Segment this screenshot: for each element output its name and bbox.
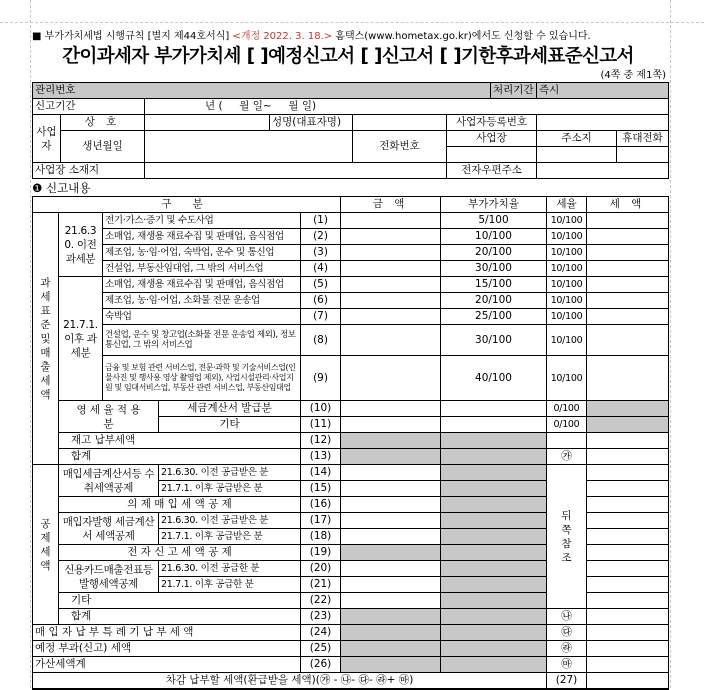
row6-amount[interactable]	[341, 293, 441, 309]
row9-no: (9)	[301, 356, 341, 401]
row24-mark: ㉰	[547, 625, 587, 641]
row21-amount[interactable]	[341, 577, 441, 593]
group-after: 21.7.1. 이후 과세분	[59, 277, 103, 401]
row4-amount[interactable]	[341, 261, 441, 277]
row7-label: 숙박업	[103, 309, 301, 325]
row10-tax	[587, 401, 669, 417]
row14-rate	[441, 465, 547, 481]
row10-amount[interactable]	[341, 401, 441, 417]
row7-amount[interactable]	[341, 309, 441, 325]
row7-tax[interactable]	[587, 309, 669, 325]
row12-amount	[341, 433, 441, 449]
row26-tax[interactable]	[587, 657, 669, 673]
purchase-tax-label: 매입세금계산서등 수취세액공제	[59, 465, 159, 497]
row6-taxrate: 10/100	[547, 293, 587, 309]
row5-no: (5)	[301, 277, 341, 293]
mgmt-no-label: 관리번호	[33, 83, 491, 99]
biz-location-input[interactable]	[145, 163, 447, 179]
workplace-phone-label: 사업장	[447, 131, 537, 147]
row23-amount	[341, 609, 441, 625]
col-tax: 세 액	[587, 197, 669, 213]
row20-label: 21.6.30. 이전 공급한 분	[159, 561, 301, 577]
margin-guide-left	[30, 0, 31, 688]
row23-tax[interactable]	[587, 609, 669, 625]
row11-label: 기타	[159, 417, 301, 433]
row17-tax[interactable]	[587, 513, 669, 529]
row26-amount	[341, 657, 441, 673]
row5-tax[interactable]	[587, 277, 669, 293]
row5-label: 소매업, 재생용 재료수집 및 판매업, 음식점업	[103, 277, 301, 293]
row22-tax[interactable]	[587, 593, 669, 609]
row25-mark: ㉱	[547, 641, 587, 657]
row3-tax[interactable]	[587, 245, 669, 261]
mobile-label: 휴대전화	[617, 131, 669, 147]
row19-rate	[441, 545, 547, 561]
section-title: 신고내용	[45, 181, 91, 195]
reg-no-label: 사업자등록번호	[447, 115, 537, 131]
birth-input[interactable]	[145, 131, 353, 163]
row25-label: 예정 부과(신고) 세액	[33, 641, 301, 657]
row23-rate	[441, 609, 547, 625]
taxpayer-info-table	[32, 82, 669, 179]
row19-no: (19)	[301, 545, 341, 561]
row19-amount	[341, 545, 441, 561]
row25-no: (25)	[301, 641, 341, 657]
row16-tax[interactable]	[587, 497, 669, 513]
report-contents-table	[32, 196, 669, 690]
row16-no: (16)	[301, 497, 341, 513]
row7-rate: 25/100	[441, 309, 547, 325]
margin-guide-right	[670, 0, 671, 688]
row2-label: 소매업, 재생용 재료수집 및 판매업, 음식점업	[103, 229, 301, 245]
row12-rate	[441, 433, 547, 449]
row17-no: (17)	[301, 513, 341, 529]
row2-tax[interactable]	[587, 229, 669, 245]
row3-label: 제조업, 농·임·어업, 숙박업, 운수 및 통신업	[103, 245, 301, 261]
revision-date: <개정 2022. 3. 18.>	[232, 31, 333, 42]
row20-amount[interactable]	[341, 561, 441, 577]
row15-label: 21.7.1. 이후 공급받은 분	[159, 481, 301, 497]
trade-name-label: 상 호	[61, 115, 145, 131]
row23-mark: ㉯	[547, 609, 587, 625]
row7-no: (7)	[301, 309, 341, 325]
row24-tax[interactable]	[587, 625, 669, 641]
row2-no: (2)	[301, 229, 341, 245]
row22-amount[interactable]	[341, 593, 441, 609]
row1-no: (1)	[301, 213, 341, 229]
row22-label: 기타	[59, 593, 301, 609]
row16-amount[interactable]	[341, 497, 441, 513]
form-header-note	[32, 27, 591, 42]
row20-rate	[441, 561, 547, 577]
row20-no: (20)	[301, 561, 341, 577]
row8-taxrate: 10/100	[547, 325, 587, 356]
row8-label: 건설업, 운수 및 창고업(소화물 전문 운송업 제외), 정보통신업, 그 밖의 서비스업	[103, 325, 301, 356]
address-phone-label: 주소지	[537, 131, 617, 147]
row13-mark: ㉮	[547, 449, 587, 465]
report-period-label: 신고기간	[33, 99, 145, 115]
row27-tax[interactable]	[587, 673, 669, 690]
row6-label: 제조업, 농·임·어업, 소화물 전문 운송업	[103, 293, 301, 309]
back-ref: 뒤쪽 참조	[547, 465, 587, 609]
row4-tax[interactable]	[587, 261, 669, 277]
row27-label: 차감 납부할 세액(환급받을 세액)(㉮ - ㉯- ㉰- ㉱+ ㉲)	[33, 673, 547, 690]
row21-no: (21)	[301, 577, 341, 593]
email-label: 전자우편주소	[447, 163, 537, 179]
row14-amount[interactable]	[341, 465, 441, 481]
col-vat-rate: 부가가치율	[441, 197, 547, 213]
row19-label: 전 자 신 고 세 액 공 제	[59, 545, 301, 561]
row13-no: (13)	[301, 449, 341, 465]
group-zero-rate: 영 세 율 적 용 분	[59, 401, 159, 433]
row23-label: 합계	[59, 609, 301, 625]
biz-label: 사업자	[33, 115, 61, 163]
row12-tax[interactable]	[587, 433, 669, 449]
row12-taxrate	[547, 433, 587, 449]
row6-no: (6)	[301, 293, 341, 309]
row15-no: (15)	[301, 481, 341, 497]
row9-taxrate: 10/100	[547, 356, 587, 401]
trade-name-input[interactable]	[145, 115, 270, 131]
email-input[interactable]	[537, 163, 669, 179]
row18-no: (18)	[301, 529, 341, 545]
row10-taxrate: 0/100	[547, 401, 587, 417]
row19-tax[interactable]	[587, 545, 669, 561]
row25-tax[interactable]	[587, 641, 669, 657]
row24-rate	[441, 625, 547, 641]
rep-name-label: 성명(대표자명)	[270, 115, 353, 131]
section-bullet-icon: ❶	[32, 181, 43, 195]
row1-label: 전기·가스·증기 및 수도사업	[103, 213, 301, 229]
row2-rate: 10/100	[441, 229, 547, 245]
row5-amount[interactable]	[341, 277, 441, 293]
row14-label: 21.6.30. 이전 공급받은 분	[159, 465, 301, 481]
row25-rate	[441, 641, 547, 657]
row26-label: 가산세액계	[33, 657, 301, 673]
row21-tax[interactable]	[587, 577, 669, 593]
group-deduct: 공제세액	[33, 465, 59, 625]
row12-no: (12)	[301, 433, 341, 449]
row4-no: (4)	[301, 261, 341, 277]
page-info: (4쪽 중 제1쪽)	[600, 70, 666, 81]
row11-tax	[587, 417, 669, 433]
row14-tax[interactable]	[587, 465, 669, 481]
row20-tax[interactable]	[587, 561, 669, 577]
row9-label: 금융 및 보험 관련 서비스업, 전문·과학 및 기술서비스업(인물사진 및 행사용 영상 촬영업 제외), 사업시설관리·사업지원 및 임대서비스업, 부동산 관련 서비스업, 부동산임대업	[103, 356, 301, 401]
biz-location-label: 사업장 소재지	[33, 163, 145, 179]
form-title: 간이과세자 부가가치세 [ ]예정신고서 [ ]신고서 [ ]기한후과세표준신고서	[62, 46, 634, 67]
row5-taxrate: 10/100	[547, 277, 587, 293]
row4-taxrate: 10/100	[547, 261, 587, 277]
margin-guide-top	[0, 22, 704, 23]
row1-taxrate: 10/100	[547, 213, 587, 229]
row21-label: 21.7.1. 이후 공급한 분	[159, 577, 301, 593]
row10-label: 세금계산서 발급분	[159, 401, 301, 417]
row11-taxrate: 0/100	[547, 417, 587, 433]
issue-tax-label: 매입자발행 세금계산서 세액공제	[59, 513, 159, 545]
row13-tax[interactable]	[587, 449, 669, 465]
row27-no: (27)	[547, 673, 587, 690]
proc-period-label: 처리기간	[491, 83, 537, 99]
row11-amount[interactable]	[341, 417, 441, 433]
row17-rate	[441, 513, 547, 529]
row8-rate: 30/100	[441, 325, 547, 356]
mobile-input[interactable]	[617, 147, 669, 163]
row2-taxrate: 10/100	[547, 229, 587, 245]
workplace-phone-input[interactable]	[447, 147, 537, 163]
row25-amount	[341, 641, 441, 657]
row8-tax[interactable]	[587, 325, 669, 356]
row16-label: 의 제 매 입 세 액 공 제	[59, 497, 301, 513]
rep-name-input[interactable]	[353, 115, 447, 131]
row18-label: 21.7.1. 이후 공급받은 분	[159, 529, 301, 545]
row3-no: (3)	[301, 245, 341, 261]
row15-amount[interactable]	[341, 481, 441, 497]
address-phone-input[interactable]	[537, 147, 617, 163]
row21-rate	[441, 577, 547, 593]
form-law-ref: ■ 부가가치세법 시행규칙 [별지 제44호서식]	[32, 31, 233, 42]
row26-rate	[441, 657, 547, 673]
row10-rate	[441, 401, 547, 417]
row17-label: 21.6.30. 이전 공급받은 분	[159, 513, 301, 529]
hometax-note: 홈택스(www.hometax.go.kr)에서도 신청할 수 있습니다.	[332, 31, 591, 42]
row1-rate: 5/100	[441, 213, 547, 229]
row24-no: (24)	[301, 625, 341, 641]
row1-tax[interactable]	[587, 213, 669, 229]
row3-taxrate: 10/100	[547, 245, 587, 261]
row9-rate: 40/100	[441, 356, 547, 401]
row8-no: (8)	[301, 325, 341, 356]
row12-label: 재고 납부세액	[59, 433, 301, 449]
reg-no-input[interactable]	[537, 115, 669, 131]
row9-amount[interactable]	[341, 356, 441, 401]
row3-amount[interactable]	[341, 245, 441, 261]
row4-rate: 30/100	[441, 261, 547, 277]
row6-rate: 20/100	[441, 293, 547, 309]
row24-label: 매 입 자 납 부 특 례 기 납 부 세 액	[33, 625, 301, 641]
row26-no: (26)	[301, 657, 341, 673]
row10-no: (10)	[301, 401, 341, 417]
row2-amount[interactable]	[341, 229, 441, 245]
row18-rate	[441, 529, 547, 545]
col-amount: 금 액	[341, 197, 441, 213]
col-category: 구 분	[33, 197, 341, 213]
row13-rate	[441, 449, 547, 465]
row26-mark: ㉲	[547, 657, 587, 673]
row15-tax[interactable]	[587, 481, 669, 497]
col-tax-rate: 세율	[547, 197, 587, 213]
row6-tax[interactable]	[587, 293, 669, 309]
row15-rate	[441, 481, 547, 497]
row17-amount[interactable]	[341, 513, 441, 529]
birth-label: 생년월일	[61, 131, 145, 163]
proc-period-value: 즉시	[537, 83, 669, 99]
group-tax-std: 과세표준 및 매출세액	[33, 213, 59, 465]
row16-rate	[441, 497, 547, 513]
phone-label: 전화번호	[353, 131, 447, 163]
card-label: 신용카드매출전표등 발행세액공제	[59, 561, 159, 593]
row8-amount[interactable]	[341, 325, 441, 356]
row22-rate	[441, 593, 547, 609]
row1-amount[interactable]	[341, 213, 441, 229]
row13-label: 합계	[59, 449, 301, 465]
row4-label: 건설업, 부동산임대업, 그 밖의 서비스업	[103, 261, 301, 277]
row22-no: (22)	[301, 593, 341, 609]
row13-amount	[341, 449, 441, 465]
section-report-contents	[32, 180, 90, 196]
row7-taxrate: 10/100	[547, 309, 587, 325]
row11-rate	[441, 417, 547, 433]
row18-tax[interactable]	[587, 529, 669, 545]
row24-amount	[341, 625, 441, 641]
row23-no: (23)	[301, 609, 341, 625]
row18-amount[interactable]	[341, 529, 441, 545]
report-period-value[interactable]: 년 ( 월 일~ 월 일)	[145, 99, 669, 115]
row5-rate: 15/100	[441, 277, 547, 293]
group-before: 21.6.30. 이전 과세분	[59, 213, 103, 277]
row11-no: (11)	[301, 417, 341, 433]
row3-rate: 20/100	[441, 245, 547, 261]
row9-tax[interactable]	[587, 356, 669, 401]
row14-no: (14)	[301, 465, 341, 481]
